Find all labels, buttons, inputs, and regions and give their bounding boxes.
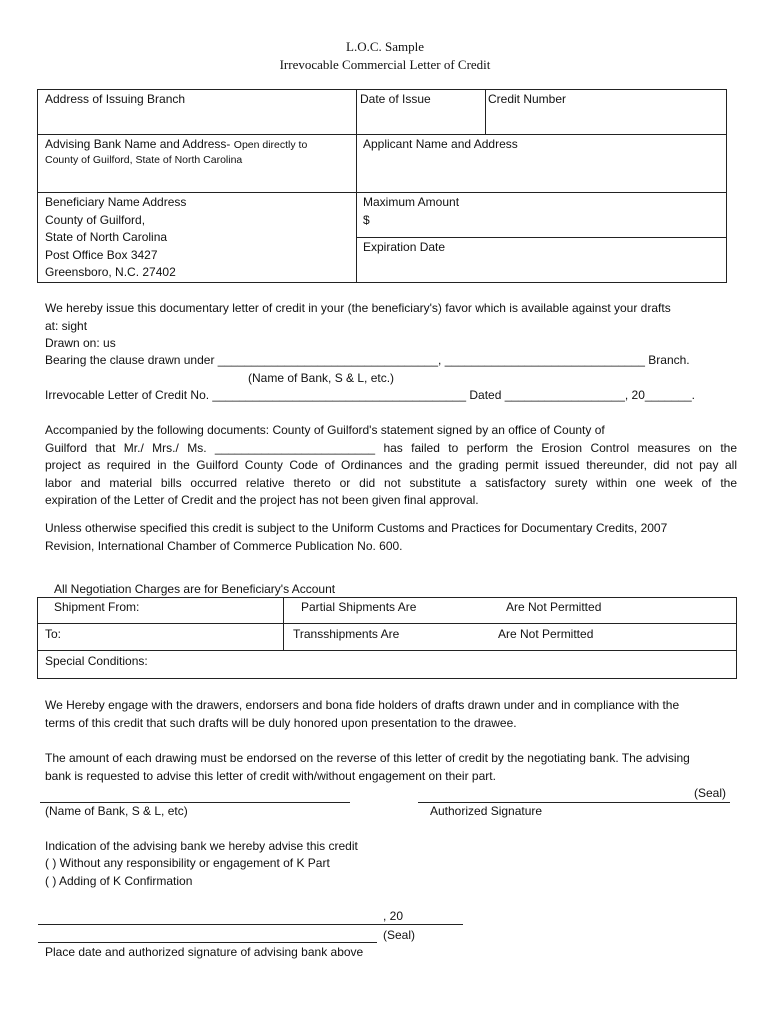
top-table-row-rule	[37, 134, 727, 135]
maximum-amount-label: Maximum Amount	[363, 195, 460, 209]
transshipments-label: Transshipments Are	[293, 627, 400, 641]
partial-shipments-status: Are Not Permitted	[506, 600, 602, 614]
top-table-row-rule	[37, 192, 727, 193]
negotiation-charges-note: All Negotiation Charges are for Beneficiary's Account	[54, 582, 336, 596]
bank-name-hint: (Name of Bank, S & L, etc.)	[248, 371, 395, 385]
expiration-date-field[interactable]: Expiration Date	[363, 240, 446, 254]
ucp-paragraph	[45, 520, 737, 555]
credit-number-field[interactable]: Credit Number	[488, 92, 567, 106]
transshipments-status: Are Not Permitted	[498, 627, 594, 641]
branch-label: Branch.	[648, 353, 690, 367]
amount-paragraph	[45, 750, 737, 785]
shipment-from-field[interactable]: Shipment From:	[54, 600, 140, 614]
date-of-issue-field[interactable]: Date of Issue	[360, 92, 431, 106]
beneficiary-line: County of Guilford,	[45, 212, 146, 227]
dated-label: Dated	[469, 388, 502, 402]
shipment-table-row-rule	[37, 623, 737, 624]
issue-line: Drawn on: us	[45, 336, 116, 350]
loc-number-row	[45, 387, 695, 405]
beneficiary-line: Greensboro, N.C. 27402	[45, 265, 176, 279]
dated-blank[interactable]: __________________, 20_______.	[504, 388, 695, 402]
beneficiary-field[interactable]	[45, 194, 186, 282]
address-issuing-branch-field[interactable]: Address of Issuing Branch	[45, 92, 186, 106]
loc-number-blank[interactable]: ______________________________________	[212, 388, 467, 402]
dollar-sign: $	[363, 212, 370, 227]
bank-name-hint-signature: (Name of Bank, S & L, etc)	[45, 804, 188, 818]
partial-shipments-label: Partial Shipments Are	[301, 600, 417, 614]
option-adding-confirmation[interactable]: ( ) Adding of K Confirmation	[45, 874, 193, 888]
shipment-table-row-rule	[37, 650, 737, 651]
shipment-table-divider	[283, 597, 284, 650]
branch-blank[interactable]: ______________________________	[444, 353, 645, 367]
to-field[interactable]: To:	[45, 627, 62, 641]
applicant-field[interactable]: Applicant Name and Address	[363, 137, 518, 151]
advising-date-line[interactable]	[38, 924, 463, 925]
seal-label: (Seal)	[694, 786, 727, 800]
bearing-clause-row	[45, 352, 690, 370]
documents-line: project as required in the Guilford County Code of Ordinances and the grading permit issued thereunder, did not pay all	[45, 458, 737, 472]
maximum-amount-field[interactable]	[363, 194, 459, 229]
advising-bank-note: Open directly to	[233, 139, 308, 151]
advising-date-suffix: , 20	[383, 909, 404, 923]
engage-paragraph	[45, 697, 737, 732]
documents-paragraph	[45, 422, 737, 510]
advising-bank-note-line2: County of Guilford, State of North Carolina	[45, 154, 243, 166]
amount-line: bank is requested to advise this letter of credit with/without engagement on their part.	[45, 768, 496, 783]
beneficiary-line: Beneficiary Name Address	[45, 195, 187, 209]
issue-line: at: sight	[45, 318, 88, 333]
advising-place-note: Place date and authorized signature of advising bank above	[45, 945, 364, 959]
advising-signature-line[interactable]	[38, 942, 377, 943]
amount-line: The amount of each drawing must be endorsed on the reverse of this letter of credit by the negotiating bank. The advising	[45, 751, 690, 765]
top-table-divider	[356, 89, 357, 283]
ucp-line: Unless otherwise specified this credit is subject to the Uniform Customs and Practices for Documentary Credits, 2007	[45, 521, 668, 535]
beneficiary-line: Post Office Box 3427	[45, 247, 158, 262]
beneficiary-line: State of North Carolina	[45, 230, 168, 244]
document-subtitle: Irrevocable Commercial Letter of Credit	[279, 57, 491, 72]
advising-seal-label: (Seal)	[383, 928, 416, 942]
amount-expiration-rule	[356, 237, 727, 238]
documents-line: Guilford that Mr./ Mrs./ Ms. ________________________ has failed to perform the Erosion Control measures on the	[45, 440, 737, 455]
bearing-clause-label: Bearing the clause drawn under	[45, 353, 215, 367]
option-without-responsibility[interactable]: ( ) Without any responsibility or engagement of K Part	[45, 856, 330, 870]
document-title: L.O.C. Sample	[346, 39, 424, 54]
advising-heading: Indication of the advising bank we hereby advise this credit	[45, 839, 358, 853]
engage-line: terms of this credit that such drafts will be duly honored upon presentation to the drawee.	[45, 715, 517, 730]
engage-line: We Hereby engage with the drawers, endorsers and bona fide holders of drafts drawn under and in compliance with the	[45, 698, 680, 712]
issue-line: We hereby issue this documentary letter of credit in your (the beneficiary's) favor which is available against your drafts	[45, 301, 671, 315]
documents-line: labor and material bills occurred relative thereto or did not substitute a satisfactory surety within one week of the	[45, 475, 737, 490]
ucp-line: Revision, International Chamber of Commerce Publication No. 600.	[45, 538, 403, 553]
issue-paragraph	[45, 300, 737, 353]
authorized-signature-label: Authorized Signature	[430, 804, 543, 818]
documents-line: Accompanied by the following documents: County of Guilford's statement signed by an office of County of	[45, 423, 605, 437]
special-conditions-field[interactable]: Special Conditions:	[45, 654, 148, 668]
advising-bank-label: Advising Bank Name and Address-	[45, 137, 231, 151]
loc-number-label: Irrevocable Letter of Credit No.	[45, 388, 210, 402]
bank-name-blank[interactable]: _________________________________,	[217, 353, 442, 367]
top-table-divider-credit	[485, 89, 486, 134]
documents-line: expiration of the Letter of Credit and the project has not been given final approval.	[45, 493, 479, 507]
